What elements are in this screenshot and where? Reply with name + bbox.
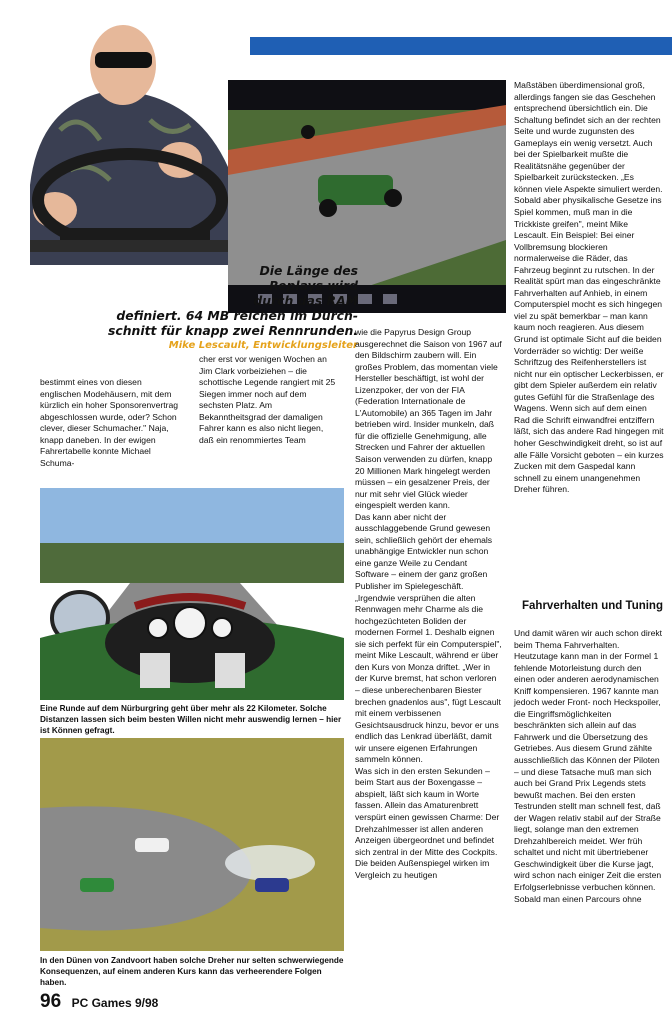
- quote-line: definiert. 64 MB reichen im Durch-: [116, 308, 358, 323]
- photo-man-with-steering-wheel: [0, 10, 250, 265]
- body-column-1: [40, 377, 185, 469]
- quote-line: Die Länge des: [259, 263, 358, 278]
- body-column-4-continued: [514, 628, 664, 905]
- page-footer: [40, 991, 158, 1013]
- quote-line: Replays wird: [269, 278, 358, 293]
- pull-quote: [58, 263, 358, 353]
- paragraph: wie die Papyrus Design Group ausgerechnet die Saison von 1967 auf den Bildschirm zaubern will. Ein großes Problem, das momentan viele Hersteller beschäftigt, ist wohl der Lizenzpoker, der von der FIA (Federation Internationale de L'Automobile) an 365 Tagen im Jahr betrieben wird. Insider munkeln, daß für die offizielle Genehmigung, alle Strecken und Fahrer der aktuellen Saison verwenden zu dürfen, knapp 20 Millionen Mark hingelegt werden müssen – ein gesalzener Preis, der nur mit sehr viel Glück wieder eingespielt werden kann.: [355, 327, 502, 511]
- dunes-screenshot: [40, 738, 344, 951]
- magazine-issue: PC Games 9/98: [71, 996, 159, 1010]
- quote-author: Mike Lescault, Entwicklungsleiter: [168, 340, 358, 351]
- page-number: 96: [40, 991, 62, 1012]
- quote-line: schnitt für knapp zwei Rennrunden.: [107, 323, 358, 338]
- paragraph: bestimmt eines von diesen englischen Modehäusern, mit dem kürzlich ein hoher Sponsorenvertrag abgeschlossen wurde, oder? Schon clever, dieser Schumacher." Naja, knapp daneben. In der ewigen Fahrertabelle konnte Michael Schuma-: [40, 377, 179, 468]
- body-column-2: [199, 354, 339, 446]
- paragraph: Maßstäben überdimensional groß, allerdings fangen sie das Geschehen entsprechend übersichtlich ein. Die Schaltung befindet sich an der rechten Seite und wurde zugunsten des Gameplays ein wenig versetzt. Auch bei der Spielbarkeit mußte die Realitätsnähe gegenüber der Spielbarkeit zurückstecken. „Es können viele Aspekte simuliert werden. Sobald aber physikalische Gesetze ins Spiel kommen, muß man in die Trickkiste greifen", meint Mike Lescault. Ein Beispiel: Bei einer Vollbremsung blockieren normalerweise die Räder, das Fahrzeug beginnt zu rutschen. In der Realität spürt man das eingeschränkte Fahrverhalten auf Anhieb, in einem Computerspiel mocht es sich hingegen viel zu spät bemerkbar – man kann kaum noch reagieren. Aus diesem Grund ist optimale Sicht auf die beiden Vorderräder so wichtig: Der weiße Schriftzug des Reifenherstellers ist nicht nur ein optischer Leckerbissen, er gibt dem Spieler außerdem ein relativ gutes Gefühl für die Straßenlage des Wagens. Wenn sich auf dem einen Rad die Schrift einwandfrei entziffern läßt, sich das andere Rad hingegen mit hoher Geschwindigkeit dreht, so ist auf alle Fälle Vorsicht geboten – ein kurzes Zucken mit dem Gaspedal kann schnell zu einem unangenehmen Dreher führen.: [514, 80, 664, 495]
- body-column-3: [355, 327, 503, 881]
- caption-cockpit: Eine Runde auf dem Nürburgring geht über mehr als 22 Kilometer. Solche Distanzen lassen sich beim besten Willen nicht mehr auswendig lernen – hier ist Können gefragt.: [40, 704, 342, 735]
- caption-dunes: In den Dünen von Zandvoort haben solche Dreher nur selten schwerwiegende Konsequenzen, auf einem anderen Kurs kann das verheerendere Folgen haben.: [40, 956, 344, 987]
- cockpit-screenshot: [40, 488, 344, 700]
- paragraph: Das kann aber nicht der ausschlaggebende Grund gewesen sein, schließlich gehört der ehemals unabhängige Entwickler nun schon eine ganze Weile zu Cendant Software – einem der ganz großen Publisher im Spielegeschäft. „Irgendwie versprühen die alten Rennwagen mehr Charme als die hochgezüchteten Boliden der modernen Formel 1. Deshalb eignen sie sich perfekt für ein Computerspiel", meint Mike Lescault, während er über den Kurs von Monza driftet. „Wer in der Kurve bremst, hat schon verloren – diese unberechenbaren Biester brechen gnadenlos aus", fügt Lescault mit einem verbissenen Gesichtsausdruck hinzu, bevor er uns endlich das Lenkrad überläßt, damit wir unsere eigenen Erfahrungen sammeln können.: [355, 511, 502, 765]
- quote-line: durch das RAM: [253, 293, 358, 308]
- body-column-4: [514, 80, 664, 496]
- subheading: Fahrverhalten und Tuning: [522, 600, 663, 612]
- paragraph: Was sich in den ersten Sekunden – beim Start aus der Boxengasse – abspielt, läßt sich kaum in Worte fassen. Allein das Amaturenbrett verspürt einen gewissen Charme: Der Drehzahlmesser ist allen anderen Anzeigen übergeordnet und befindet sich zentral in der Mitte des Cockpits. Die beiden Außenspiegel wirken im Vergleich zu heutigen: [355, 765, 500, 880]
- paragraph: cher erst vor wenigen Wochen an Jim Clark vorbeiziehen – die schottische Legende rangiert mit 25 Siegen immer noch auf dem sechsten Platz. Am Bekanntheitsgrad der damaligen Fahrer kann es also nicht liegen, daß ein renommiertes Team: [199, 354, 336, 445]
- paragraph: Und damit wären wir auch schon direkt beim Thema Fahrverhalten. Heutzutage kann man in der Formel 1 fehlende Motorleistung durch den einen oder anderen aerodynamischen Kniff kompensieren. 1967 kannte man jedoch weder Front- noch Heckspoiler, die Eingriffsmöglichkeiten beschränkten sich allein auf das Fahrwerk und die Übersetzung des Getriebes. Aus diesem Grund zählte ausschließlich das Können der Piloten – und diese Tatsache muß man sich auch bei Grand Prix Legends stets bewußt machen. Bei den ersten Testrunden stellt man schnell fest, daß der Wagen relativ stabil auf der Straße liegt, solange man den extremen Drehzahlbereich meidet. Wer früh schaltet und nicht mit übertriebener Geschwindigkeit über die Kurse jagt, wird schon nach einiger Zeit die ersten Erfolgserlebnisse verbuchen können. Sobald man einen Parcours ohne: [514, 628, 663, 904]
